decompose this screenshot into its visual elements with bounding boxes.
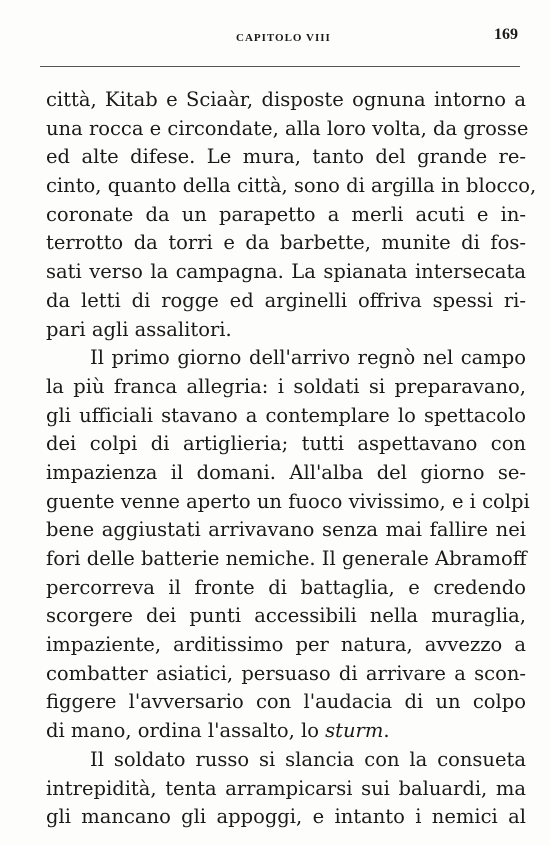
text-line: una rocca e circondate, alla loro volta, da grosse (46, 116, 529, 140)
text-line: la più franca allegria: i soldati si preparavano, (46, 374, 526, 398)
text-fragment: . (383, 719, 390, 743)
text-line: figgere l'avversario con l'audacia di un colpo (46, 690, 526, 714)
text-line: pari agli assalitori. (46, 317, 232, 341)
text-line: fori delle batterie nemiche. Il generale Abramoff (46, 547, 527, 570)
text-line: gli ufficiali stavano a contemplare lo spettacolo (46, 403, 526, 427)
text-fragment: di mano, ordina l'assalto, lo (46, 719, 326, 743)
chapter-title: CAPITOLO VIII (236, 32, 331, 44)
text-line: coronate da un parapetto a merli acuti e in- (46, 202, 526, 226)
text-line: dei colpi di artiglieria; tutti aspettavano con (46, 432, 526, 456)
running-head (0, 22, 550, 46)
text-line: da letti di rogge ed arginelli offriva spessi ri- (46, 288, 526, 312)
text-line: bene aggiustati arrivavano senza mai fallire nei (46, 518, 526, 542)
text-line: percorreva il fronte di battaglia, e credendo (46, 575, 526, 599)
text-line: cinto, quanto della città, sono di argilla in blocco, (46, 174, 537, 198)
text-line: sati verso la campagna. La spianata intersecata (46, 260, 526, 284)
text-line: terrotto da torri e da barbette, munite di fos- (46, 231, 526, 255)
text-line: combatter asiatici, persuaso di arrivare a scon- (46, 661, 526, 685)
text-line: ed alte difese. Le mura, tanto del grande re- (46, 145, 526, 169)
text-body (46, 86, 537, 832)
text-line: impazienza il domani. All'alba del giorno se- (46, 460, 526, 484)
header-rule (40, 66, 520, 67)
text-line: città, Kitab e Sciaàr, disposte ognuna intorno a (46, 88, 526, 111)
text-line: intrepidità, tenta arrampicarsi sui baluardi, ma (46, 776, 526, 800)
italic-term: sturm (325, 719, 384, 743)
text-line: Il primo giorno dell'arrivo regnò nel campo (90, 346, 526, 370)
page-number: 169 (494, 26, 518, 43)
text-line (46, 717, 526, 746)
text-line: scorgere dei punti accessibili nella muraglia, (46, 604, 526, 628)
text-line: impaziente, arditissimo per natura, avvezzo a (46, 633, 526, 657)
text-line: Il soldato russo si slancia con la consueta (90, 747, 526, 771)
text-line: guente venne aperto un fuoco vivissimo, e i colpi (46, 489, 530, 513)
text-line: gli mancano gli appoggi, e intanto i nemici al (46, 805, 526, 829)
